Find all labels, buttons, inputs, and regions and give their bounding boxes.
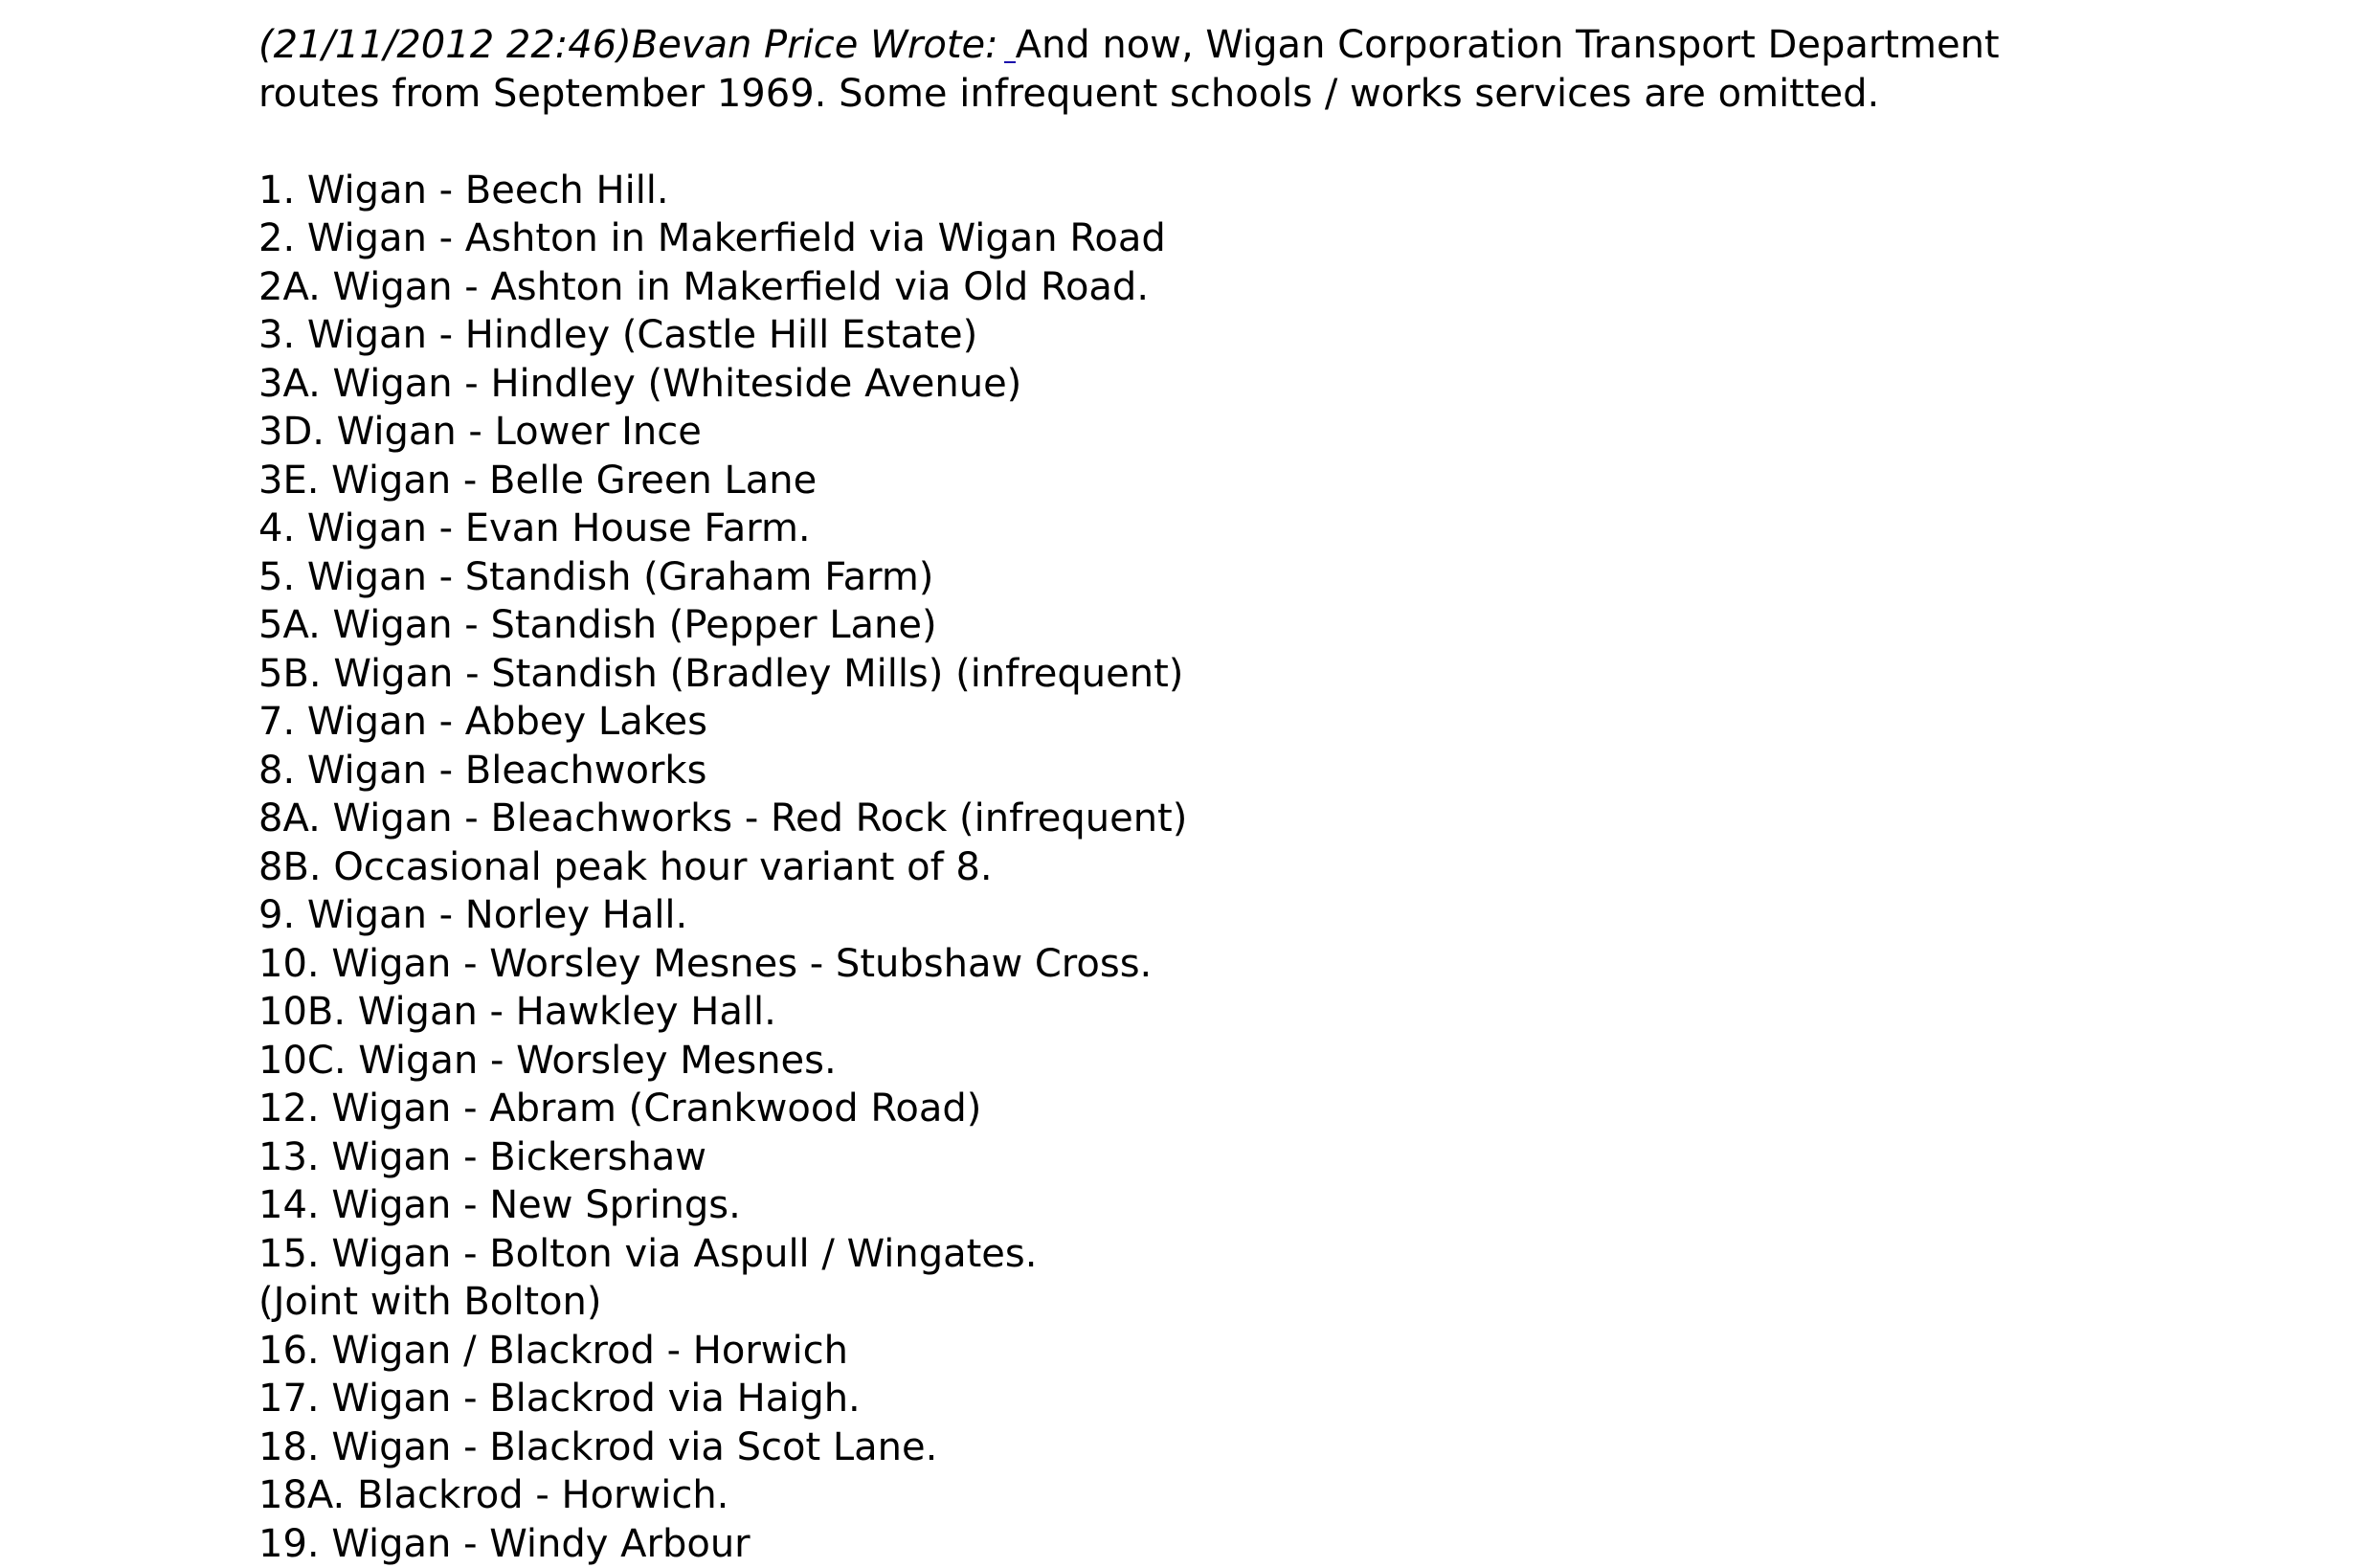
route-item: 3E. Wigan - Belle Green Lane [258,457,2173,505]
route-item: 9. Wigan - Norley Hall. [258,891,2173,940]
route-item: 1. Wigan - Beech Hill. [258,167,2173,215]
route-item: 10C. Wigan - Worsley Mesnes. [258,1037,2173,1086]
route-item: 7. Wigan - Abbey Lakes [258,698,2173,747]
post-timestamp: (21/11/2012 22:46) [258,23,632,67]
route-item: 3. Wigan - Hindley (Castle Hill Estate) [258,311,2173,360]
route-item: 15. Wigan - Bolton via Aspull / Wingates. [258,1230,2173,1279]
route-item: 17. Wigan - Blackrod via Haigh. [258,1375,2173,1423]
post-author: Bevan Price Wrote: [632,23,998,67]
route-item: 14. Wigan - New Springs. [258,1181,2173,1230]
route-item: 16. Wigan / Blackrod - Horwich [258,1327,2173,1376]
document-page [258,21,2173,1568]
route-item: 19. Wigan - Windy Arbour [258,1520,2173,1568]
route-item: 3D. Wigan - Lower Ince [258,408,2173,457]
route-item: 10. Wigan - Worsley Mesnes - Stubshaw Cross. [258,940,2173,989]
route-item: 5. Wigan - Standish (Graham Farm) [258,553,2173,602]
route-item: 12. Wigan - Abram (Crankwood Road) [258,1085,2173,1133]
intro-paragraph [258,21,2173,118]
route-item: 2A. Wigan - Ashton in Makerfield via Old Road. [258,263,2173,312]
route-item: 4. Wigan - Evan House Farm. [258,504,2173,553]
route-item: 8A. Wigan - Bleachworks - Red Rock (infrequent) [258,795,2173,843]
route-item: 18. Wigan - Blackrod via Scot Lane. [258,1423,2173,1472]
route-item: 8. Wigan - Bleachworks [258,747,2173,795]
route-list [258,167,2173,1568]
route-item: 13. Wigan - Bickershaw [258,1133,2173,1182]
route-item: 2. Wigan - Ashton in Makerfield via Wigan Road [258,214,2173,263]
route-item: 10B. Wigan - Hawkley Hall. [258,988,2173,1037]
route-item: 5B. Wigan - Standish (Bradley Mills) (infrequent) [258,650,2173,699]
route-item: 3A. Wigan - Hindley (Whiteside Avenue) [258,360,2173,409]
intro-text: And now, Wigan Corporation Transport Department [1016,23,2000,67]
route-item: (Joint with Bolton) [258,1278,2173,1327]
intro-text-line2: routes from September 1969. Some infrequent schools / works services are omitted. [258,72,1879,116]
route-item: 5A. Wigan - Standish (Pepper Lane) [258,601,2173,650]
route-item: 18A. Blackrod - Horwich. [258,1471,2173,1520]
route-item: 8B. Occasional peak hour variant of 8. [258,843,2173,892]
quote-link[interactable] [1004,61,1016,63]
